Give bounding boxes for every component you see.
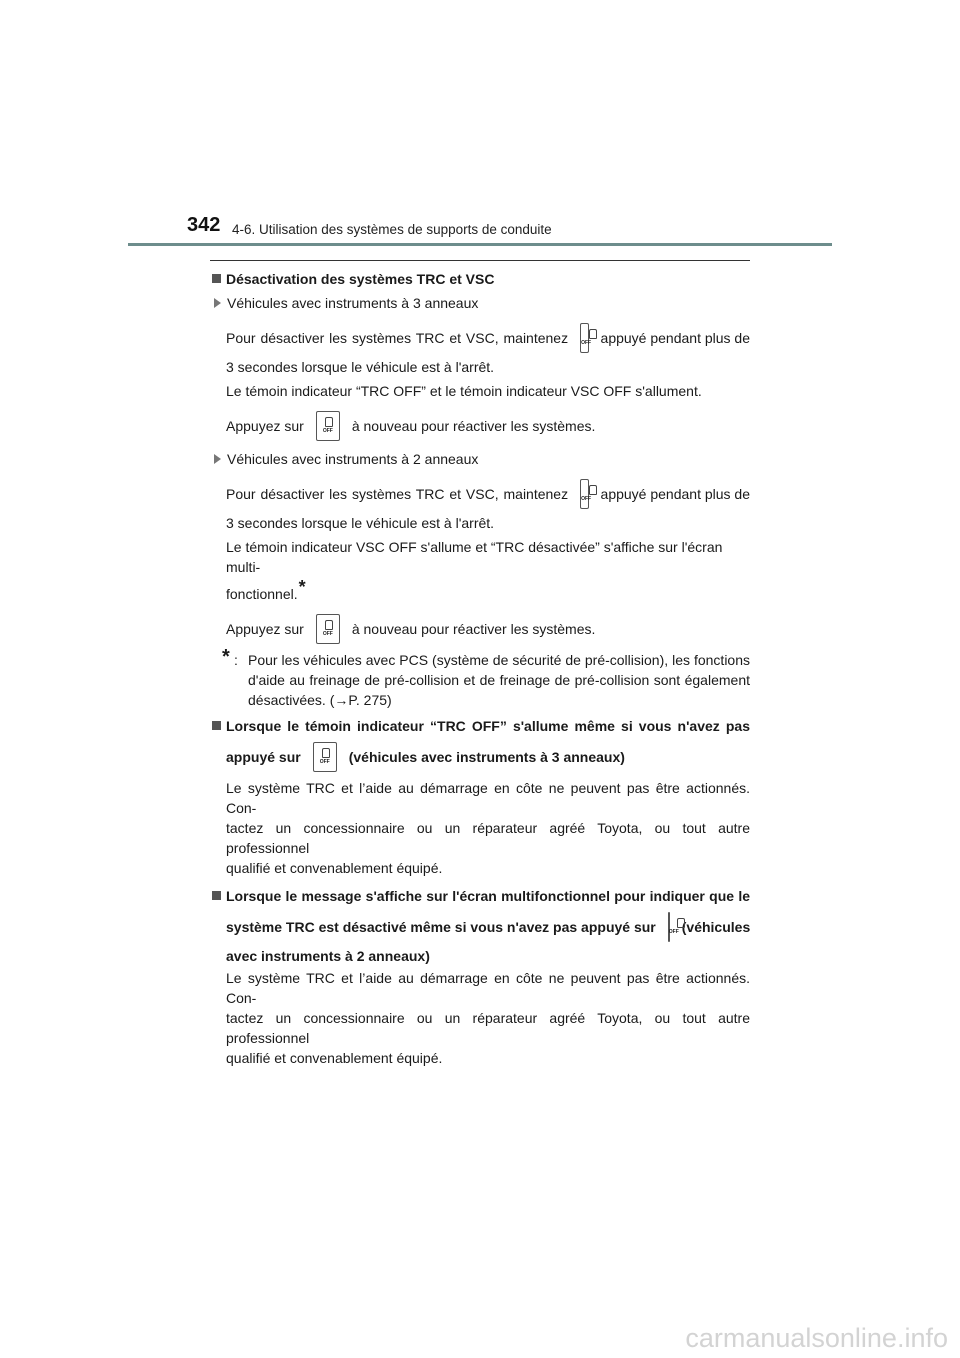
footnote-line: désactivées. (→P. 275) [248, 692, 392, 708]
chapter-title: 4-6. Utilisation des systèmes de supports de conduite [232, 222, 552, 237]
body-line: tactez un concessionnaire ou un réparateur agréé Toyota, ou tout autre professionnel [226, 820, 750, 856]
vsc-off-button-icon: OFF [580, 323, 588, 353]
triangle-bullet-icon [214, 454, 221, 464]
body-line: qualifié et convenablement équipé. [226, 860, 443, 876]
footnote: * : Pour les véhicules avec PCS (système de sécurité de pré-collision), les fonctions d'aide au freinage de pré-collision et de freinage de pré-collision sont également désactivées. (→P. 275) [222, 646, 750, 708]
paragraph-line: Le témoin indicateur “TRC OFF” et le témoin indicateur VSC OFF s'allument. [226, 383, 702, 399]
watermark[interactable]: carmanualsonline.info [685, 1323, 948, 1353]
paragraph-line: fonctionnel.* [226, 577, 306, 602]
section-heading-trc-off: Lorsque le témoin indicateur “TRC OFF” s'allume même si vous n'avez pas [210, 716, 750, 736]
vsc-off-button-icon: OFF [668, 912, 670, 942]
subsection-label: Véhicules avec instruments à 2 anneaux [227, 451, 479, 467]
body-line: Le système TRC et l’aide au démarrage en côte ne peuvent pas être actionnés. Con- [226, 970, 750, 1006]
heading-line: appuyé sur OFF (véhicules avec instruments à 3 anneaux) [210, 742, 750, 772]
vsc-off-button-icon: OFF [316, 614, 340, 644]
footnote-line: d'aide au freinage de pré-collision et de freinage de pré-collision sont également [248, 672, 750, 688]
section-divider [210, 260, 750, 261]
paragraph-line: 3 secondes lorsque le véhicule est à l'arrêt. [226, 515, 495, 531]
paragraph-line: Pour désactiver les systèmes TRC et VSC, maintenez OFF appuyé pendant plus de [226, 479, 750, 509]
paragraph-line: Appuyez sur OFF à nouveau pour réactiver les systèmes. [226, 614, 750, 644]
section-heading-text: Désactivation des systèmes TRC et VSC [226, 271, 495, 287]
vsc-off-button-icon: OFF [313, 742, 337, 772]
vsc-off-button-icon: OFF [580, 479, 588, 509]
section-heading-message: Lorsque le message s'affiche sur l'écran multifonctionnel pour indiquer que le [210, 886, 750, 906]
section-heading-trc-vsc [210, 269, 750, 289]
body-line: Le système TRC et l’aide au démarrage en côte ne peuvent pas être actionnés. Con- [226, 780, 750, 816]
vsc-off-button-icon: OFF [316, 411, 340, 441]
square-bullet-icon [212, 891, 221, 900]
page-number: 342 [187, 214, 221, 236]
paragraph-line: 3 secondes lorsque le véhicule est à l'arrêt. [226, 359, 495, 375]
asterisk-marker: * [298, 577, 306, 597]
paragraph-line: Le témoin indicateur VSC OFF s'allume et “TRC désactivée” s'affiche sur l'écran multi- [226, 539, 723, 575]
body-line: tactez un concessionnaire ou un réparateur agréé Toyota, ou tout autre professionnel [226, 1010, 750, 1046]
body-line: qualifié et convenablement équipé. [226, 1050, 443, 1066]
subsection-3-rings [210, 293, 750, 313]
subsection-label: Véhicules avec instruments à 3 anneaux [227, 295, 479, 311]
main-content [210, 260, 750, 1068]
footnote-line: Pour les véhicules avec PCS (système de sécurité de pré-collision), les fonctions [248, 652, 750, 668]
heading-line: avec instruments à 2 anneaux) [226, 948, 430, 964]
subsection-2-rings [210, 449, 750, 469]
paragraph-line: Pour désactiver les systèmes TRC et VSC, maintenez OFF appuyé pendant plus de [226, 323, 750, 353]
triangle-bullet-icon [214, 298, 221, 308]
paragraph-line: Appuyez sur OFF à nouveau pour réactiver les systèmes. [226, 411, 750, 441]
header-rule [128, 243, 832, 246]
footnote-asterisk: * [222, 646, 230, 668]
square-bullet-icon [212, 721, 221, 730]
heading-line: système TRC est désactivé même si vous n'avez pas appuyé sur OFF (véhicules [210, 912, 750, 942]
square-bullet-icon [212, 274, 221, 283]
